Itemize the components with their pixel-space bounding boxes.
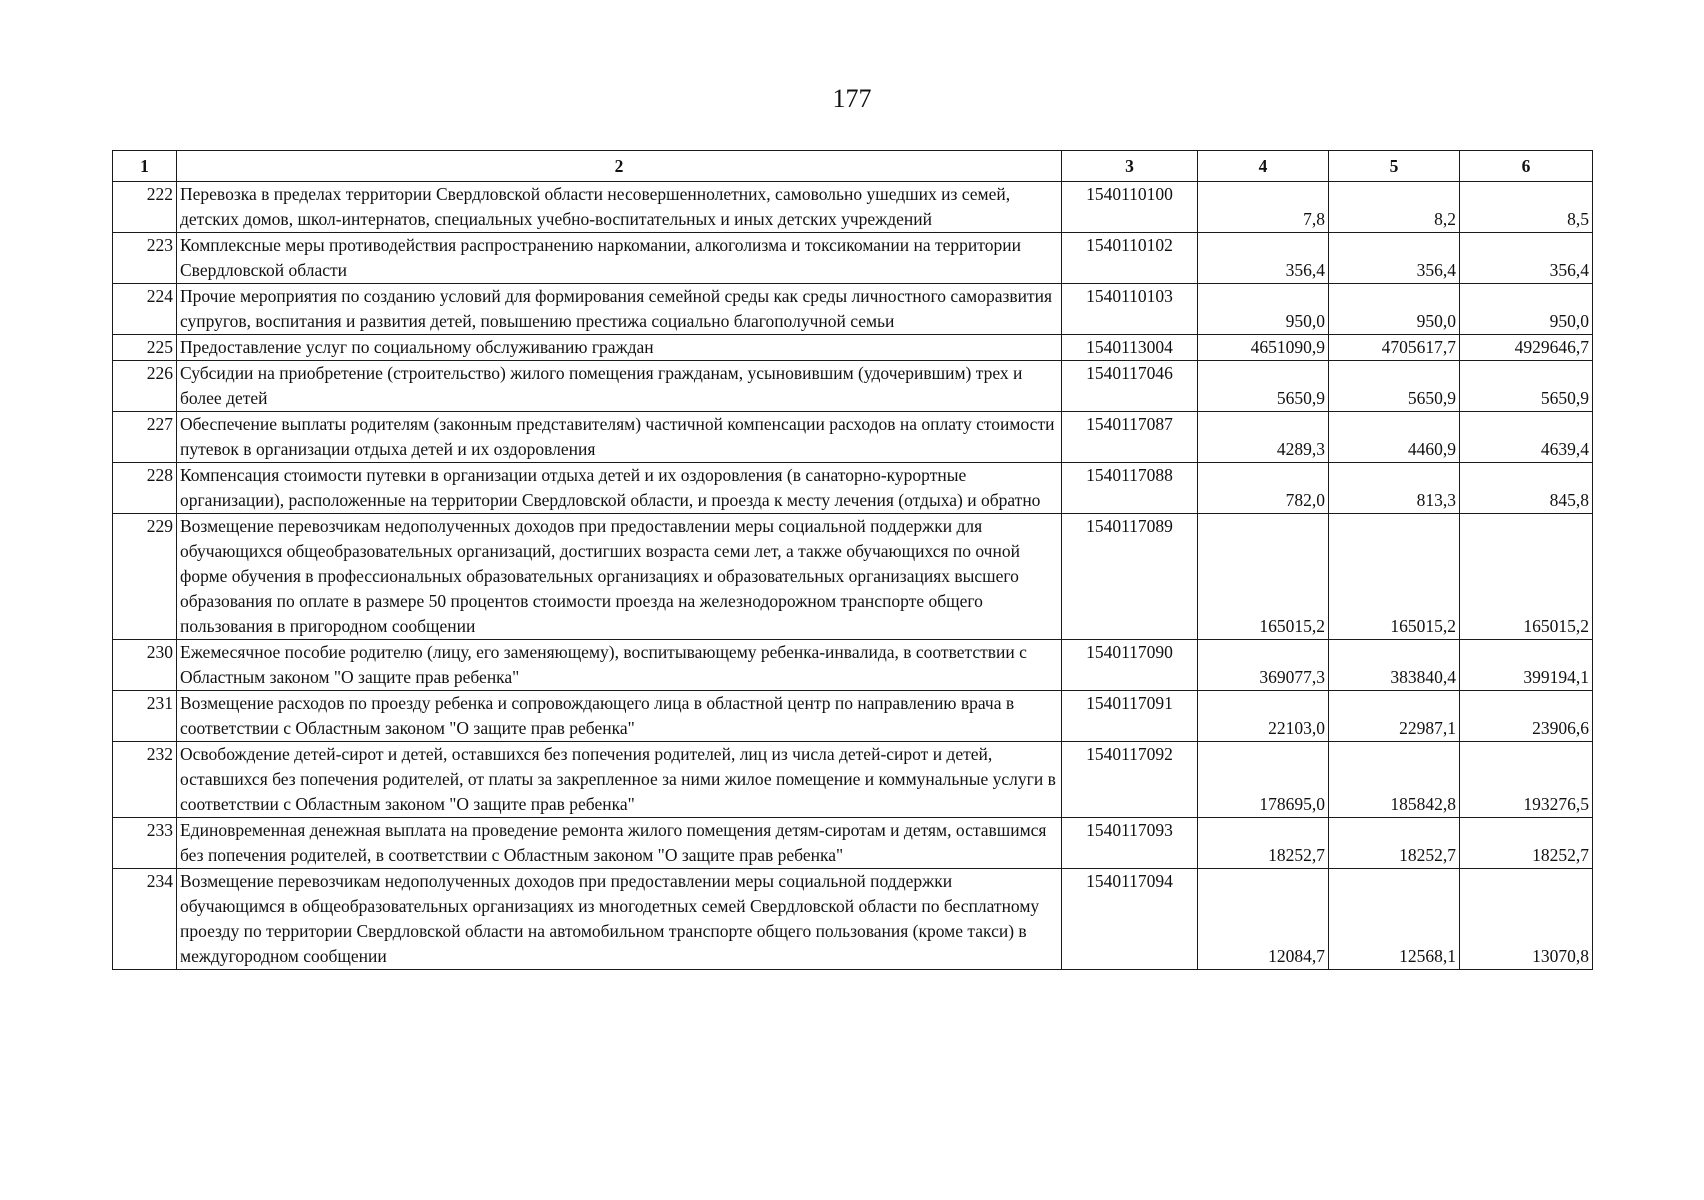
table-row [113, 514, 1593, 640]
row-number: 225 [113, 335, 177, 361]
row-description: Возмещение перевозчикам недополученных доходов при предоставлении меры социальной поддержки обучающимся в общеобразовательных организациях из многодетных семей Свердловской области по бесплатному проезду по территории Свердловской области на автомобильном транспорте общего пользования (кроме такси) в междугородном сообщении [177, 869, 1062, 970]
row-value-col5: 185842,8 [1329, 742, 1460, 818]
row-value-col6: 13070,8 [1460, 869, 1593, 970]
row-value-col5: 4705617,7 [1329, 335, 1460, 361]
table-row [113, 818, 1593, 869]
row-description: Возмещение перевозчикам недополученных доходов при предоставлении меры социальной поддержки для обучающихся общеобразовательных организаций, достигших возраста семи лет, а также обучающихся по очной форме обучения в профессиональных образовательных организациях и образовательных организациях высшего образования по оплате в размере 50 процентов стоимости проезда на железнодорожном транспорте общего пользования в пригородном сообщении [177, 514, 1062, 640]
table-body [113, 182, 1593, 970]
row-code: 1540117093 [1062, 818, 1198, 869]
table-row [113, 640, 1593, 691]
table-row [113, 691, 1593, 742]
row-value-col4: 7,8 [1198, 182, 1329, 233]
row-number: 233 [113, 818, 177, 869]
table-row [113, 463, 1593, 514]
table-row [113, 233, 1593, 284]
row-value-col4: 4651090,9 [1198, 335, 1329, 361]
row-code: 1540117094 [1062, 869, 1198, 970]
table-row [113, 284, 1593, 335]
row-number: 231 [113, 691, 177, 742]
row-description: Обеспечение выплаты родителям (законным представителям) частичной компенсации расходов на оплату стоимости путевок в организации отдыха детей и их оздоровления [177, 412, 1062, 463]
row-description: Ежемесячное пособие родителю (лицу, его заменяющему), воспитывающему ребенка-инвалида, в соответствии с Областным законом "О защите прав ребенка" [177, 640, 1062, 691]
row-code: 1540113004 [1062, 335, 1198, 361]
row-description: Компенсация стоимости путевки в организации отдыха детей и их оздоровления (в санаторно-курортные организации), расположенные на территории Свердловской области, и проезда к месту лечения (отдыха) и обратно [177, 463, 1062, 514]
row-code: 1540117090 [1062, 640, 1198, 691]
row-value-col4: 4289,3 [1198, 412, 1329, 463]
row-description: Освобождение детей-сирот и детей, оставшихся без попечения родителей, лиц из числа детей-сирот и детей, оставшихся без попечения родителей, от платы за закрепленное за ними жилое помещение и коммунальные услуги в соответствии с Областным законом "О защите прав ребенка" [177, 742, 1062, 818]
row-value-col4: 165015,2 [1198, 514, 1329, 640]
row-value-col5: 383840,4 [1329, 640, 1460, 691]
row-value-col5: 356,4 [1329, 233, 1460, 284]
row-description: Предоставление услуг по социальному обслуживанию граждан [177, 335, 1062, 361]
row-number: 223 [113, 233, 177, 284]
row-value-col6: 4929646,7 [1460, 335, 1593, 361]
row-code: 1540117088 [1062, 463, 1198, 514]
row-value-col5: 12568,1 [1329, 869, 1460, 970]
header-col-4: 4 [1198, 151, 1329, 182]
table-row [113, 869, 1593, 970]
row-value-col5: 8,2 [1329, 182, 1460, 233]
row-description: Комплексные меры противодействия распространению наркомании, алкоголизма и токсикомании на территории Свердловской области [177, 233, 1062, 284]
row-code: 1540110100 [1062, 182, 1198, 233]
row-value-col6: 18252,7 [1460, 818, 1593, 869]
row-description: Субсидии на приобретение (строительство) жилого помещения гражданам, усыновившим (удочерившим) трех и более детей [177, 361, 1062, 412]
row-value-col4: 369077,3 [1198, 640, 1329, 691]
row-value-col5: 4460,9 [1329, 412, 1460, 463]
row-value-col6: 165015,2 [1460, 514, 1593, 640]
budget-table [112, 150, 1593, 970]
row-value-col5: 5650,9 [1329, 361, 1460, 412]
row-number: 224 [113, 284, 177, 335]
row-code: 1540117092 [1062, 742, 1198, 818]
table-row [113, 742, 1593, 818]
row-value-col6: 193276,5 [1460, 742, 1593, 818]
row-value-col4: 12084,7 [1198, 869, 1329, 970]
row-value-col5: 18252,7 [1329, 818, 1460, 869]
row-value-col6: 845,8 [1460, 463, 1593, 514]
row-code: 1540110102 [1062, 233, 1198, 284]
table-row [113, 182, 1593, 233]
row-value-col5: 813,3 [1329, 463, 1460, 514]
row-value-col4: 950,0 [1198, 284, 1329, 335]
row-number: 232 [113, 742, 177, 818]
table-header-row [113, 151, 1593, 182]
row-number: 226 [113, 361, 177, 412]
row-value-col4: 5650,9 [1198, 361, 1329, 412]
row-value-col4: 178695,0 [1198, 742, 1329, 818]
table-row [113, 335, 1593, 361]
row-value-col4: 22103,0 [1198, 691, 1329, 742]
row-number: 229 [113, 514, 177, 640]
row-value-col4: 356,4 [1198, 233, 1329, 284]
row-description: Перевозка в пределах территории Свердловской области несовершеннолетних, самовольно ушедших из семей, детских домов, школ-интернатов, специальных учебно-воспитательных и иных детских учреждений [177, 182, 1062, 233]
row-number: 227 [113, 412, 177, 463]
row-code: 1540117091 [1062, 691, 1198, 742]
row-value-col6: 8,5 [1460, 182, 1593, 233]
row-value-col6: 4639,4 [1460, 412, 1593, 463]
row-value-col6: 23906,6 [1460, 691, 1593, 742]
row-number: 222 [113, 182, 177, 233]
row-value-col4: 18252,7 [1198, 818, 1329, 869]
row-value-col6: 399194,1 [1460, 640, 1593, 691]
page-number: 177 [832, 84, 872, 113]
row-number: 234 [113, 869, 177, 970]
row-code: 1540117087 [1062, 412, 1198, 463]
row-code: 1540117089 [1062, 514, 1198, 640]
row-number: 230 [113, 640, 177, 691]
header-col-5: 5 [1329, 151, 1460, 182]
row-value-col6: 5650,9 [1460, 361, 1593, 412]
row-description: Единовременная денежная выплата на проведение ремонта жилого помещения детям-сиротам и детям, оставшимся без попечения родителей, в соответствии с Областным законом "О защите прав ребенка" [177, 818, 1062, 869]
header-col-6: 6 [1460, 151, 1593, 182]
row-value-col6: 950,0 [1460, 284, 1593, 335]
row-description: Прочие мероприятия по созданию условий для формирования семейной среды как среды личностного саморазвития супругов, воспитания и развития детей, повышению престижа социально благополучной семьи [177, 284, 1062, 335]
row-value-col5: 22987,1 [1329, 691, 1460, 742]
row-code: 1540117046 [1062, 361, 1198, 412]
header-col-1: 1 [113, 151, 177, 182]
row-description: Возмещение расходов по проезду ребенка и сопровождающего лица в областной центр по направлению врача в соответствии с Областным законом "О защите прав ребенка" [177, 691, 1062, 742]
row-value-col5: 165015,2 [1329, 514, 1460, 640]
table-row [113, 412, 1593, 463]
row-value-col6: 356,4 [1460, 233, 1593, 284]
row-code: 1540110103 [1062, 284, 1198, 335]
row-number: 228 [113, 463, 177, 514]
header-col-2: 2 [177, 151, 1062, 182]
row-value-col4: 782,0 [1198, 463, 1329, 514]
row-value-col5: 950,0 [1329, 284, 1460, 335]
header-col-3: 3 [1062, 151, 1198, 182]
table-row [113, 361, 1593, 412]
